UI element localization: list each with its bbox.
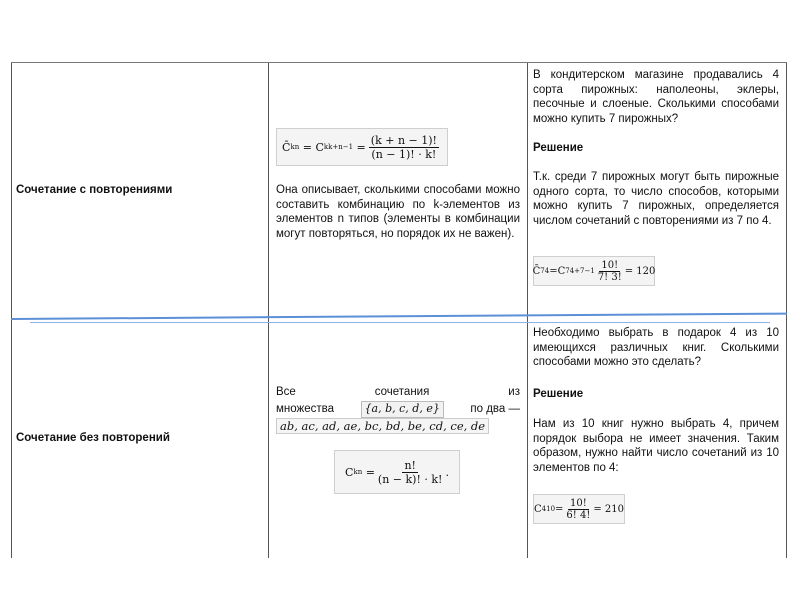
row2-desc-word-all: Все [276,386,296,398]
row2-solution-heading: Решение [533,388,584,400]
row1-task: В кондитерском магазине продавались 4 сорта пирожных: наполеоны, эклеры, песочные и слоеные. Сколькими способами можно купить 7 пирожных? [533,69,779,125]
row2-desc-pairs-word: по два — [470,403,520,415]
table-border-col1 [268,62,269,558]
row1-solution-heading: Решение [533,142,584,154]
row2-desc-set-word: множества [276,403,335,415]
row2-pairs: ab, ac, ad, ae, bc, bd, be, cd, ce, de [276,418,489,434]
row2-desc-word-combinations: сочетания [374,386,430,398]
table-border-col2 [527,62,528,558]
row1-answer-formula: C̄ 7 4 = C 7 4+7−1 $\frac{10!}{7! 3!}$ = 120 [533,256,655,286]
row2-solution: Нам из 10 книг нужно выбрать 4, причем порядок выбора не имеет значения. Таким образом, нужно найти число сочетаний из 10 элементов по 4: [533,418,779,474]
row2-desc-line1 [276,385,520,400]
row2-set: {a, b, c, d, e} [361,401,444,418]
row1-description: Она описывает, сколькими способами можно составить комбинацию по k-элементов из элементов n типов (элементы в комбинации могут повторяться, но порядок их не важен). [276,184,520,240]
row2-answer-formula: C 4 10 = $\frac{10!}{6! 4!}$ = 210 [533,494,625,524]
row2-desc-line2 [276,401,520,418]
row2-desc-word-from: из [508,386,520,398]
row1-type-label: Сочетание с повторениями [16,184,173,196]
row1-formula: C̄ k n = C k k+n−1 = $\frac{(k + n - 1)!}{(n - 1)! \cdot k!}$ [276,128,448,166]
table-border-left [11,62,12,558]
row-divider-secondary [30,322,770,323]
row2-task: Необходимо выбрать в подарок 4 из 10 имеющихся различных книг. Сколькими способами можно это сделать? [533,327,779,368]
table-border-right [786,62,787,558]
row2-type-label: Сочетание без повторений [16,432,170,444]
row-divider [11,313,787,320]
row2-formula: C k n = $\frac{n!}{(n - k)! \cdot k!}$ . [334,450,460,494]
row1-solution: Т.к. среди 7 пирожных могут быть пирожные одного сорта, то число способов, которыми можно купить 7 пирожных, определяется числом сочетаний с повторениями из 7 по 4. [533,171,779,227]
table-border-top [11,62,787,63]
